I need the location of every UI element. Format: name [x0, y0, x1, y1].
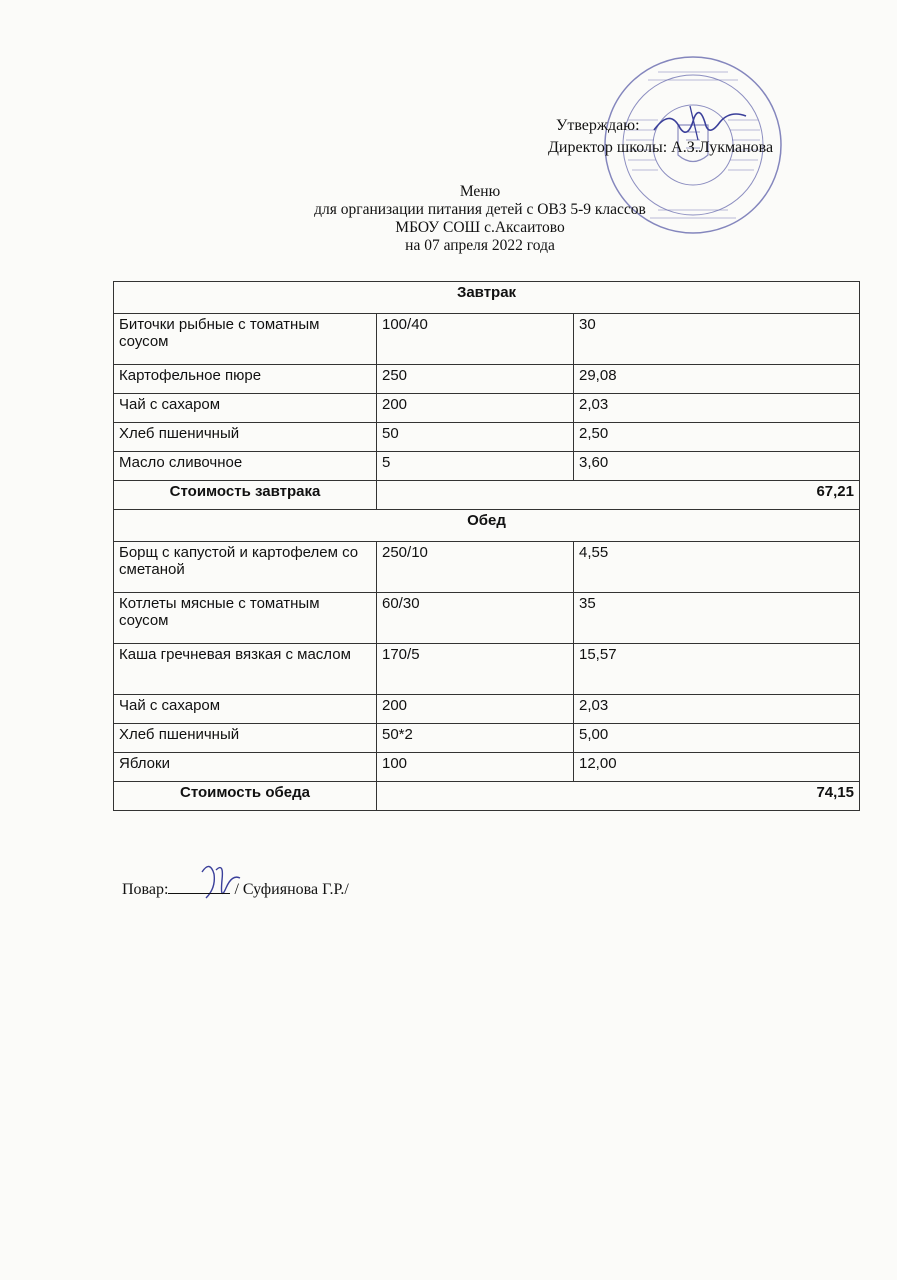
table-row: [114, 314, 860, 365]
dish-price: 2,50: [574, 423, 860, 452]
dish-name: Чай с сахаром: [114, 695, 377, 724]
cook-name: / Суфиянова Г.Р./: [234, 881, 349, 898]
dish-price: 2,03: [574, 695, 860, 724]
dish-portion: 200: [377, 394, 574, 423]
lunch-total-label: Стоимость обеда: [114, 782, 377, 811]
table-row: [114, 365, 860, 394]
dish-name: Борщ с капустой и картофелем со сметаной: [114, 542, 377, 593]
dish-portion: 170/5: [377, 644, 574, 695]
table-row: [114, 724, 860, 753]
table-row: [114, 452, 860, 481]
dish-name: Котлеты мясные с томатным соусом: [114, 593, 377, 644]
table-row: [114, 753, 860, 782]
document-title: [200, 183, 760, 255]
dish-portion: 100/40: [377, 314, 574, 365]
table-row: [114, 644, 860, 695]
approval-director: Директор школы: А.З.Лукманова: [548, 139, 774, 156]
menu-table: [113, 281, 860, 811]
breakfast-total-value: 67,21: [377, 481, 860, 510]
dish-portion: 50*2: [377, 724, 574, 753]
cook-line: [122, 879, 349, 899]
dish-name: Хлеб пшеничный: [114, 423, 377, 452]
dish-portion: 250: [377, 365, 574, 394]
dish-portion: 250/10: [377, 542, 574, 593]
title-menu: Меню: [459, 183, 501, 200]
dish-name: Масло сливочное: [114, 452, 377, 481]
dish-portion: 60/30: [377, 593, 574, 644]
table-row: [114, 542, 860, 593]
dish-portion: 5: [377, 452, 574, 481]
signature-line: [168, 879, 230, 894]
dish-price: 3,60: [574, 452, 860, 481]
dish-price: 30: [574, 314, 860, 365]
cook-label: Повар:: [122, 881, 169, 898]
title-purpose: для организации питания детей с ОВЗ 5-9 классов: [314, 201, 646, 218]
dish-price: 12,00: [574, 753, 860, 782]
dish-price: 5,00: [574, 724, 860, 753]
dish-name: Яблоки: [114, 753, 377, 782]
dish-name: Чай с сахаром: [114, 394, 377, 423]
dish-price: 29,08: [574, 365, 860, 394]
dish-price: 15,57: [574, 644, 860, 695]
title-school: МБОУ СОШ с.Аксаитово: [395, 219, 565, 236]
dish-price: 35: [574, 593, 860, 644]
table-row: [114, 593, 860, 644]
dish-portion: 50: [377, 423, 574, 452]
table-row: [114, 695, 860, 724]
approval-label: Утверждаю:: [556, 117, 640, 134]
title-date: на 07 апреля 2022 года: [405, 237, 555, 254]
dish-name: Хлеб пшеничный: [114, 724, 377, 753]
dish-name: Картофельное пюре: [114, 365, 377, 394]
dish-portion: 100: [377, 753, 574, 782]
lunch-total-row: [114, 782, 860, 811]
breakfast-total-row: [114, 481, 860, 510]
table-row: [114, 394, 860, 423]
breakfast-total-label: Стоимость завтрака: [114, 481, 377, 510]
lunch-heading: Обед: [114, 510, 860, 542]
lunch-total-value: 74,15: [377, 782, 860, 811]
dish-name: Каша гречневая вязкая с маслом: [114, 644, 377, 695]
dish-name: Биточки рыбные с томатным соусом: [114, 314, 377, 365]
breakfast-heading: Завтрак: [114, 282, 860, 314]
table-row: [114, 423, 860, 452]
dish-price: 2,03: [574, 394, 860, 423]
dish-portion: 200: [377, 695, 574, 724]
dish-price: 4,55: [574, 542, 860, 593]
